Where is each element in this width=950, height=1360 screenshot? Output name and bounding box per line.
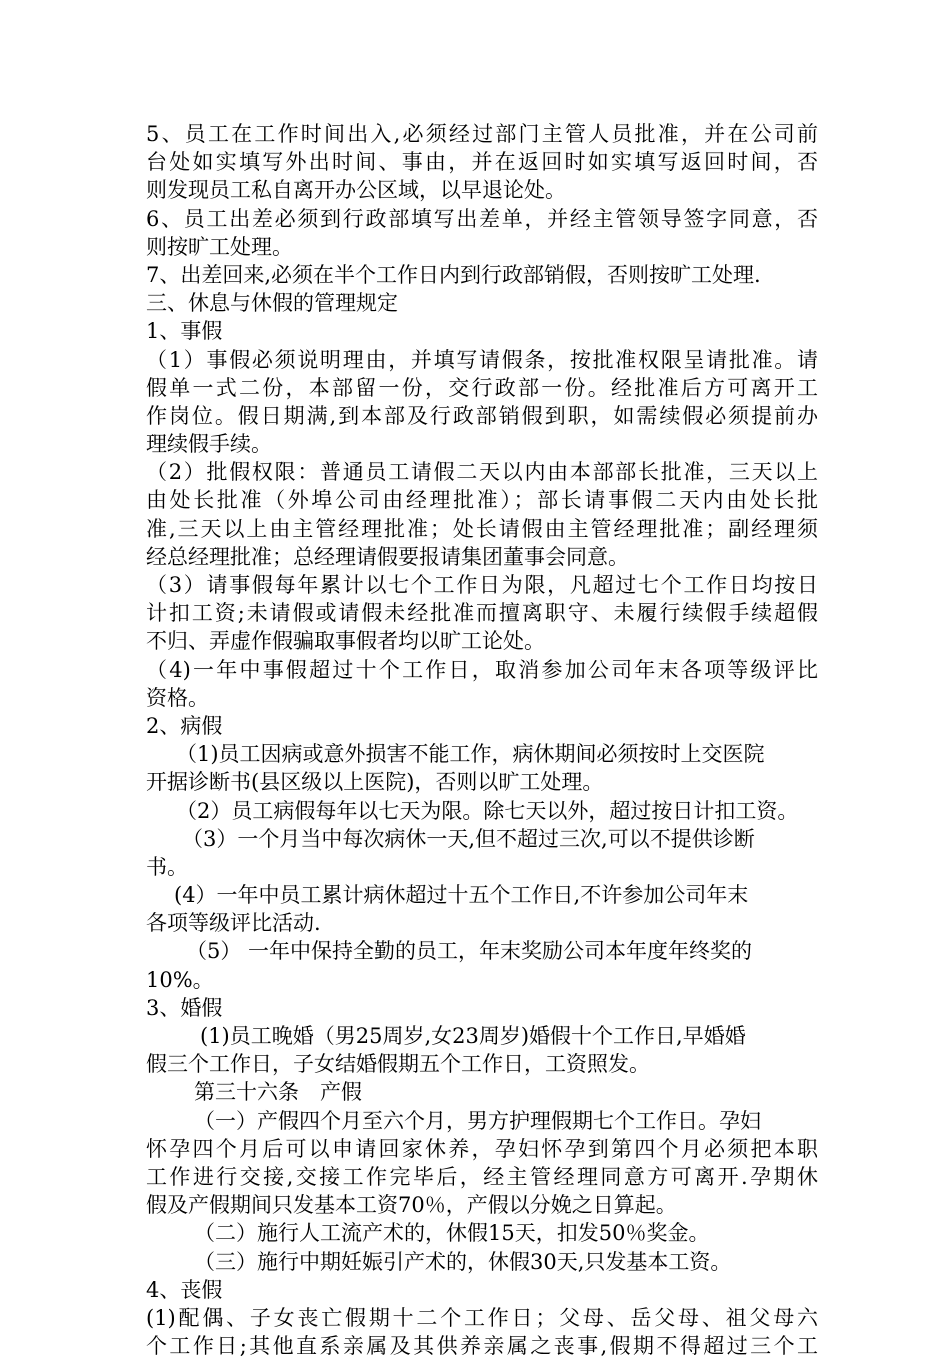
document-body: [146, 120, 818, 1360]
paragraph-line: 个工作日;其他直系亲属及其供养亲属之丧事,假期不得超过三个工: [146, 1334, 818, 1359]
paragraph-line: 开据诊断书(县区级以上医院)，否则以旷工处理。: [146, 770, 604, 795]
paragraph-line: (1)员工晚婚（男25周岁,女23周岁)婚假十个工作日,早婚婚: [200, 1024, 746, 1048]
paragraph-line: 10%。: [146, 967, 214, 992]
paragraph-line: 6、员工出差必须到行政部填写出差单，并经主管领导签字同意，否: [146, 206, 818, 231]
paragraph-line: 各项等级评比活动.: [146, 911, 321, 936]
paragraph-line: （2）员工病假每年以七天为限。除七天以外，超过按日计扣工资。: [176, 798, 799, 823]
paragraph-line: （5） 一年中保持全勤的员工，年末奖励公司本年度年终奖的: [186, 939, 753, 964]
paragraph-line: （三）施行中期妊娠引产术的，休假30天,只发基本工资。: [194, 1249, 732, 1274]
paragraph-line: 怀孕四个月后可以申请回家休养，孕妇怀孕到第四个月必须把本职: [146, 1136, 818, 1161]
paragraph-line: (1)配偶、子女丧亡假期十二个工作日；父母、岳父母、祖父母六: [146, 1305, 818, 1330]
subsection-heading: 3、婚假: [146, 995, 223, 1020]
paragraph-line: 由处长批准（外埠公司由经理批准）；部长请事假二天内由处长批: [146, 488, 818, 513]
paragraph-line: 计扣工资;未请假或请假未经批准而擅离职守、未履行续假手续超假: [146, 601, 818, 626]
paragraph-line: 假及产假期间只发基本工资70％，产假以分娩之日算起。: [146, 1193, 677, 1218]
paragraph-line: （1)员工因病或意外损害不能工作，病休期间必须按时上交医院: [176, 742, 765, 767]
paragraph-line: (4）一年中员工累计病休超过十五个工作日,不许参加公司年末: [174, 883, 749, 908]
paragraph-line: 资格。: [146, 685, 209, 710]
paragraph-line: 则发现员工私自离开办公区域，以早退论处。: [146, 178, 566, 203]
paragraph-line: 工作进行交接,交接工作完毕后，经主管经理同意方可离开.孕期休: [146, 1164, 818, 1189]
subsection-heading: 2、病假: [146, 713, 223, 738]
paragraph-line: （3）请事假每年累计以七个工作日为限，凡超过七个工作日均按日: [146, 573, 818, 597]
article-heading: 第三十六条 产假: [194, 1080, 362, 1105]
paragraph-line: （2）批假权限：普通员工请假二天以内由本部部长批准，三天以上: [146, 460, 818, 485]
paragraph-line: 准,三天以上由主管经理批准；处长请假由主管经理批准；副经理须: [146, 516, 818, 541]
paragraph-line: （二）施行人工流产术的，休假15天，扣发50％奖金。: [194, 1221, 710, 1246]
paragraph-line: 5、员工在工作时间出入,必须经过部门主管人员批准，并在公司前: [146, 122, 818, 146]
paragraph-line: 不归、弄虚作假骗取事假者均以旷工论处。: [146, 629, 545, 654]
section-heading: 三、休息与休假的管理规定: [146, 291, 398, 316]
paragraph-line: 书。: [146, 854, 188, 879]
paragraph-line: 假三个工作日，子女结婚假期五个工作日，工资照发。: [146, 1052, 650, 1077]
paragraph-line: 则按旷工处理。: [146, 234, 293, 259]
paragraph-line: （1）事假必须说明理由，并填写请假条，按批准权限呈请批准。请: [146, 347, 818, 372]
paragraph-line: （4)一年中事假超过十个工作日，取消参加公司年末各项等级评比: [146, 657, 818, 682]
paragraph-line: 7、出差回来,必须在半个工作日内到行政部销假，否则按旷工处理.: [146, 262, 761, 287]
paragraph-line: 作岗位。假日期满,到本部及行政部销假到职，如需续假必须提前办: [146, 403, 818, 428]
subsection-heading: 1、事假: [146, 319, 223, 344]
paragraph-line: （3）一个月当中每次病休一天,但不超过三次,可以不提供诊断: [182, 826, 755, 851]
paragraph-line: 台处如实填写外出时间、事由，并在返回时如实填写返回时间，否: [146, 150, 818, 175]
paragraph-line: （一）产假四个月至六个月，男方护理假期七个工作日。孕妇: [194, 1108, 761, 1133]
paragraph-line: 假单一式二份，本部留一份，交行政部一份。经批准后方可离开工: [146, 375, 818, 400]
paragraph-line: 理续假手续。: [146, 432, 272, 457]
subsection-heading: 4、丧假: [146, 1277, 223, 1302]
paragraph-line: 经总经理批准；总经理请假要报请集团董事会同意。: [146, 544, 629, 569]
